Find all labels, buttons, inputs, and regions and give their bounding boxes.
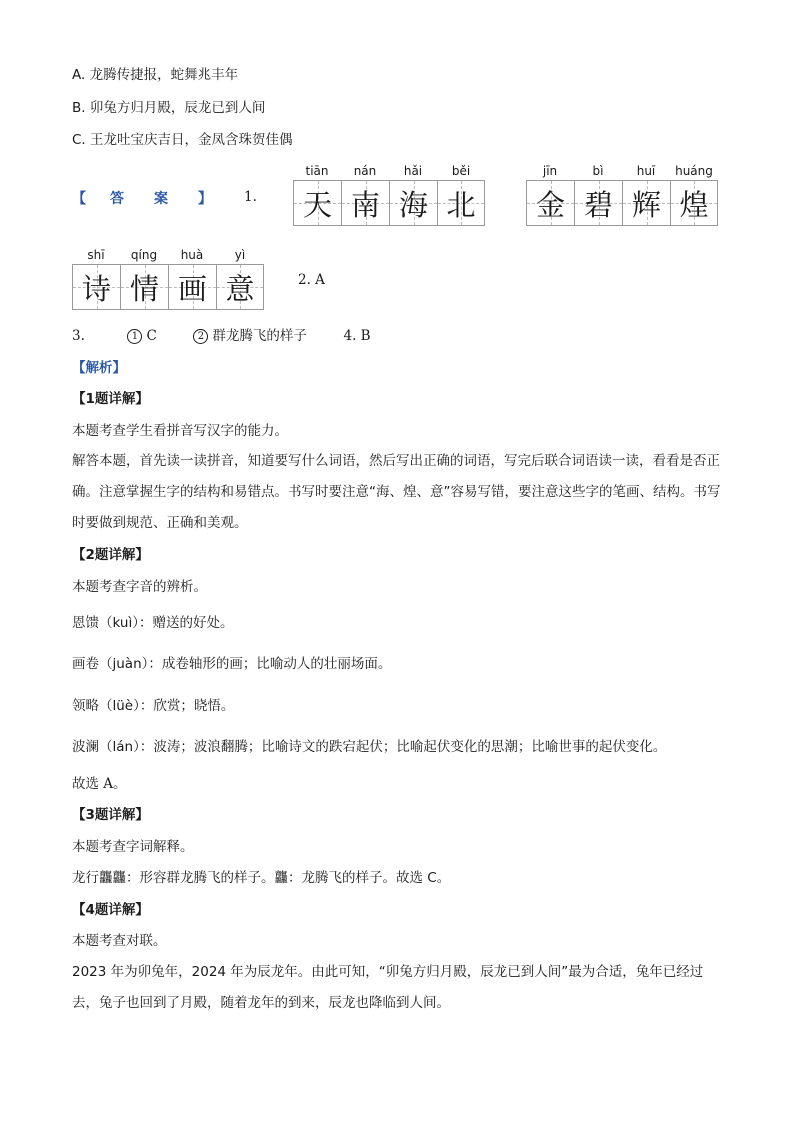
paragraph: 本题考查字音的辨析。 bbox=[72, 579, 207, 595]
hanzi: 碧 bbox=[583, 187, 613, 222]
hanzi: 天 bbox=[302, 187, 332, 222]
grid-cell bbox=[670, 162, 718, 226]
answer-label bbox=[72, 188, 212, 208]
answer-char-1: 答 bbox=[110, 191, 124, 207]
pinyin-grid-1 bbox=[293, 162, 485, 226]
answer-bracket-close: 】 bbox=[198, 191, 212, 207]
paragraph: 领略（lüè）：欣赏；晓悟。 bbox=[72, 698, 235, 714]
grid-cell bbox=[437, 162, 485, 226]
grid-cell bbox=[168, 246, 216, 310]
circled-number: 2 bbox=[193, 329, 208, 344]
grid-cell bbox=[293, 162, 341, 226]
pinyin: jīn bbox=[542, 164, 558, 178]
paragraph: 本题考查字词解释。 bbox=[72, 839, 194, 855]
option-b: B. 卯兔方归月殿，辰龙已到人间 bbox=[72, 100, 266, 116]
pinyin: tiān bbox=[305, 164, 329, 178]
grid-cell bbox=[389, 162, 437, 226]
paragraph: 波澜（lán）：波涛；波浪翻腾；比喻诗文的跌宕起伏；比喻起伏变化的思潮；比喻世事的起伏变化。 bbox=[72, 739, 667, 755]
option-a: A. 龙腾传捷报，蛇舞兆丰年 bbox=[72, 67, 239, 83]
hanzi: 诗 bbox=[81, 271, 111, 306]
q1-number: 1. bbox=[244, 189, 257, 205]
section-title: 【2题详解】 bbox=[72, 547, 149, 563]
grid-cell bbox=[574, 162, 622, 226]
pinyin: qíng bbox=[130, 248, 158, 262]
hanzi: 辉 bbox=[631, 187, 661, 222]
q3-number: 3. bbox=[72, 328, 85, 344]
section-title: 【1题详解】 bbox=[72, 391, 149, 407]
hanzi: 意 bbox=[225, 271, 255, 306]
hanzi: 南 bbox=[350, 187, 380, 222]
paragraph: 画卷（juàn）：成卷轴形的画；比喻动人的壮丽场面。 bbox=[72, 656, 392, 672]
pinyin: huà bbox=[180, 248, 204, 262]
paragraph: 本题考查学生看拼音写汉字的能力。 bbox=[72, 423, 288, 439]
grid-cell bbox=[622, 162, 670, 226]
pinyin: hǎi bbox=[403, 164, 423, 178]
paragraph: 本题考查对联。 bbox=[72, 933, 167, 949]
q4-answer: 4. B bbox=[343, 328, 371, 344]
pinyin: yì bbox=[234, 248, 246, 262]
q3-answer-line bbox=[72, 327, 371, 345]
hanzi: 北 bbox=[446, 187, 476, 222]
q2-answer: 2. A bbox=[298, 272, 325, 288]
paragraph: 解答本题，首先读一读拼音，知道要写什么词语，然后写出正确的词语，写完后联合词语读一读，看看是否正确。注意掌握生字的结构和易错点。书写时要注意“海、煌、意”容易写错，要注意这些字的笔画、结构。书写时要做到规范、正确和美观。 bbox=[72, 453, 721, 531]
pinyin: nán bbox=[353, 164, 377, 178]
hanzi: 煌 bbox=[679, 187, 709, 222]
grid-cell bbox=[341, 162, 389, 226]
grid-cell bbox=[526, 162, 574, 226]
paragraph: 故选 A。 bbox=[72, 776, 127, 792]
hanzi: 情 bbox=[129, 271, 159, 306]
hanzi: 海 bbox=[398, 187, 428, 222]
option-c: C. 王龙吐宝庆吉日，金凤含珠贺佳偶 bbox=[72, 132, 293, 148]
paragraph: 2023 年为卯兔年，2024 年为辰龙年。由此可知，“卯兔方归月殿，辰龙已到人间”最为合适，兔年已经过去，兔子也回到了月殿，随着龙年的到来，辰龙也降临到人间。 bbox=[72, 964, 704, 1011]
hanzi: 金 bbox=[535, 187, 565, 222]
hanzi: 画 bbox=[177, 271, 207, 306]
grid-cell bbox=[216, 246, 264, 310]
paragraph: 恩馈（kuì）：赠送的好处。 bbox=[72, 615, 234, 631]
pinyin-grid-3 bbox=[72, 246, 264, 310]
grid-cell bbox=[72, 246, 120, 310]
pinyin: huī bbox=[636, 164, 656, 178]
pinyin: běi bbox=[451, 164, 471, 178]
grid-cell bbox=[120, 246, 168, 310]
answer-char-2: 案 bbox=[154, 191, 168, 207]
paragraph: 龙行龘龘：形容群龙腾飞的样子。龘：龙腾飞的样子。故选 C。 bbox=[72, 870, 451, 886]
circled-number: 1 bbox=[127, 329, 142, 344]
q3-sub2-answer: 群龙腾飞的样子 bbox=[212, 328, 307, 344]
pinyin: bì bbox=[592, 164, 604, 178]
answer-bracket-open: 【 bbox=[72, 191, 86, 207]
pinyin-grid-2 bbox=[526, 162, 718, 226]
analysis-label: 【解析】 bbox=[72, 360, 126, 376]
section-title: 【4题详解】 bbox=[72, 902, 149, 918]
section-title: 【3题详解】 bbox=[72, 807, 149, 823]
pinyin: huáng bbox=[675, 164, 713, 178]
pinyin: shī bbox=[87, 248, 105, 262]
q3-sub1-answer: C bbox=[146, 328, 157, 344]
